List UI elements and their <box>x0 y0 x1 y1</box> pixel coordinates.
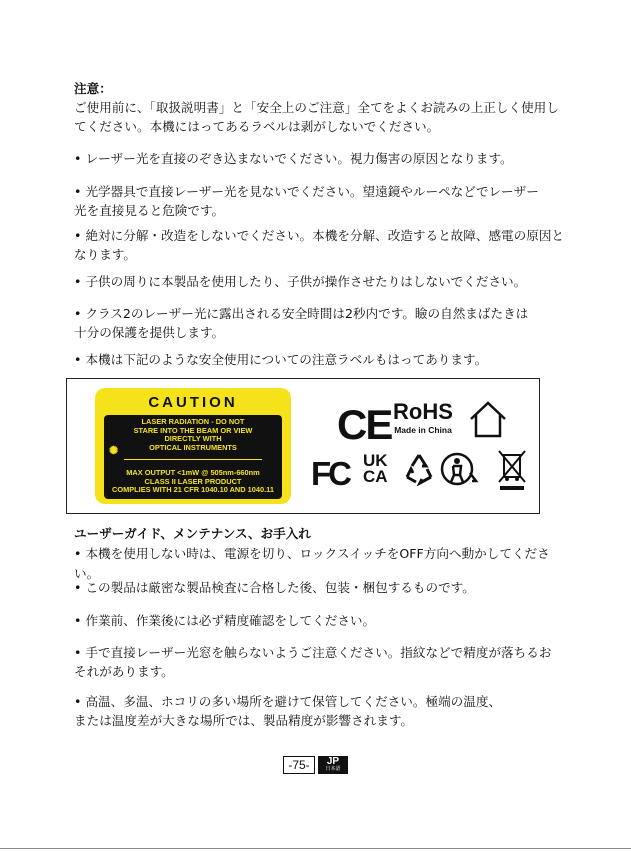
guide-item-4: • 手で直接レーザー光窓を触らないようご注意ください。指紋などで精度が落ちるお <box>74 643 574 663</box>
fc-mark: FC <box>311 455 349 492</box>
caution-warning-line: OPTICAL INSTRUMENTS <box>149 442 237 452</box>
laser-starburst-icon: ✺ <box>109 445 119 457</box>
caution-warning-line: STARE INTO THE BEAM OR VIEW <box>133 425 253 435</box>
safety-label-panel <box>66 378 540 514</box>
caution-warning-line: DIRECTLY WITH <box>164 434 222 443</box>
guide-item-2: • この製品は厳密な製品検査に合格した後、包装・梱包するものです。 <box>74 578 574 598</box>
guide-item-5-cont: または温度差が大きな場所では、製品精度が影響されます。 <box>74 713 414 728</box>
bottom-divider <box>0 848 631 849</box>
made-in-label: Made in China <box>394 425 452 435</box>
caution-divider <box>124 459 262 460</box>
language-name: 日本語 <box>325 766 341 772</box>
caution-warning-line: LASER RADIATION - DO NOT <box>141 417 245 426</box>
notice-item-1: • レーザー光を直接のぞき込まないでください。視力傷害の原因となります。 <box>74 149 574 169</box>
recycle-icon <box>402 452 436 486</box>
notice-heading: 注意： <box>74 81 112 96</box>
guide-item-5: • 高温、多温、ホコリの多い場所を避けて保管してください。極端の温度、 <box>74 692 574 712</box>
home-icon <box>468 399 508 439</box>
rohs-title: RoHS <box>393 399 453 424</box>
child-safety-icon <box>439 451 479 487</box>
guide-item-1: • 本機を使用しない時は、電源を切り、ロックスイッチをOFF方向へ動かしてください。 <box>74 544 574 584</box>
language-badge <box>318 756 348 774</box>
notice-item-2: • 光学器具で直接レーザー光を見ないでください。望遠鏡やルーペなどでレーザー <box>74 182 574 202</box>
caution-spec-line: COMPLIES WITH 21 CFR 1040.10 AND 1040.11 <box>112 485 274 494</box>
notice-item-3-cont: なります。 <box>74 247 136 262</box>
caution-title: CAUTION <box>148 394 238 411</box>
notice-item-5: • クラス2のレーザー光に露出される安全時間は2秒内です。瞼の自然まばたきは <box>74 304 574 324</box>
page-number: -75- <box>283 756 315 774</box>
guide-heading: ユーザーガイド、メンテナンス、お手入れ <box>74 526 311 541</box>
caution-label <box>95 388 291 504</box>
ukca-mark: UK CA <box>363 451 388 486</box>
ce-mark: CE <box>337 401 392 448</box>
notice-item-2-cont: 光を直接見ると危険です。 <box>74 203 225 218</box>
guide-item-4-cont: それがあります。 <box>74 664 174 679</box>
notice-item-4: • 子供の周りに本製品を使用したり、子供が操作させたりはしないでください。 <box>74 272 574 292</box>
caution-warning-panel <box>104 415 282 499</box>
notice-item-6: • 本機は下記のような安全使用についての注意ラベルもはってあります。 <box>74 350 574 370</box>
guide-item-3: • 作業前、作業後には必ず精度確認をしてください。 <box>74 611 574 631</box>
notice-intro-line-1: ご使用前に、「取扱説明書」と「安全上のご注意」全てをよくお読みの上正しく使用し <box>74 100 559 115</box>
caution-spec-line: MAX OUTPUT <1mW @ 505nm-660nm <box>126 468 260 477</box>
weee-bin-icon <box>495 446 529 492</box>
notice-item-3: • 絶対に分解・改造をしないでください。本機を分解、改造すると故障、感電の原因と <box>74 226 574 246</box>
notice-item-5-cont: 十分の保護を提供します。 <box>74 325 225 340</box>
rohs-mark <box>385 400 461 438</box>
caution-spec-line: CLASS II LASER PRODUCT <box>144 476 242 486</box>
notice-intro-line-2: てください。本機にはってあるラベルは剥がしないでください。 <box>74 119 440 134</box>
language-code: JP <box>326 756 340 767</box>
